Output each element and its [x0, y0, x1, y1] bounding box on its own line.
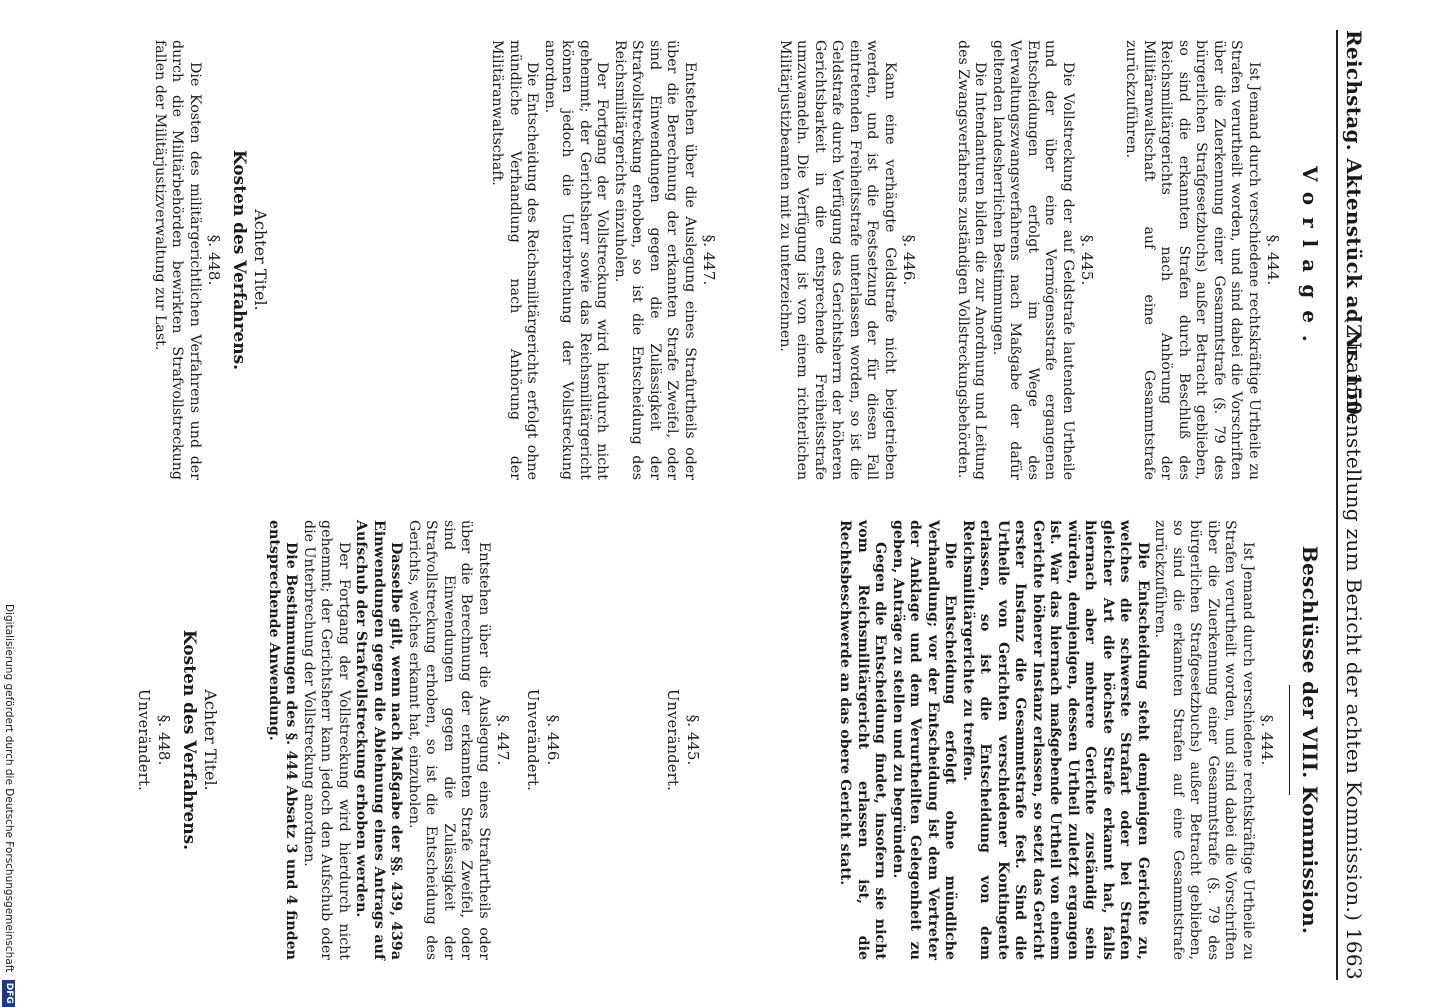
paragraph-number: §. 447. — [494, 714, 512, 766]
paragraph-text: Die Kosten des militärgerichtlichen Verfahrens und der durch die Militärbehörden bewirkten Strafvollstreckung fallen der Militärjustizverwaltung zur Last. — [152, 40, 203, 480]
paragraph-text-amended: Dasselbe gilt, wenn nach Maßgabe der §§. 439, 439a Einwendungen gegen die Ablehnung eines Antrags auf Aufschub der Strafvollstreckung erhoben werden. — [353, 520, 405, 960]
title-name: Kosten des Verfahrens. — [179, 629, 199, 851]
title-eight — [131, 520, 228, 960]
section-444 — [1122, 40, 1288, 480]
paragraph-number: §. 448. — [155, 714, 173, 766]
paragraph-text: Der Fortgang der Vollstreckung wird hierdurch nicht gehemmt; der Gerichtsherr kann jedoch den Aufschub oder die Unterbrechung der Vollstreckung anordnen. — [301, 520, 352, 960]
rotated-document-page — [30, 0, 1380, 1000]
section-446 — [520, 520, 568, 960]
unchanged-note: Unverändert. — [135, 688, 151, 792]
paragraph-text: Ist Jemand durch verschiedene rechtskräftige Urtheile zu Strafen verurtheilt worden, und sind dabei die Vorschriften über die Zuerkennung einer Gesammtstrafe (§. 79 des bürgerlichen Strafgesetzbuchs) außer Betracht geblieben, so sind die erkannten Strafen auf eine Gesammtstrafe zurückzuführen. — [1152, 520, 1256, 960]
header-right: (Zusammenstellung zum Bericht der achten Kommission.) 1663 — [1342, 315, 1366, 980]
paragraph-text-amended: Gegen die Entscheidung findet, insofern sie nicht vom Reichsmilitärgericht erlassen ist, die Rechtsbeschwerde an das obere Gericht statt. — [837, 520, 889, 960]
section-447 — [265, 520, 519, 960]
title-number: Achter Titel. — [251, 209, 270, 311]
header-rule — [1336, 30, 1338, 980]
page-header — [1332, 30, 1372, 980]
paragraph-number: §. 448. — [205, 234, 223, 286]
paragraph-number: §. 444. — [1258, 714, 1276, 766]
title-eight — [151, 40, 279, 480]
paragraph-text: Entstehen über die Auslegung eines Strafurtheils oder über die Berechnung der erkannten Strafe Zweifel, oder sind Einwendungen gegen die Zulässigkeit der Strafvollstreckung erhoben, so ist die Entscheidung des Reichsmilitärgerichts einzuholen. — [612, 40, 698, 480]
column-heading: Vorlage. — [1298, 166, 1322, 354]
paragraph-number: §. 445. — [1078, 234, 1096, 286]
column-beschluesse — [135, 520, 1328, 960]
paragraph-text: Die Intendanturen bilden die zur Anordnung und Leitung des Zwangsverfahrens zuständigen Vollstreckungsbehörden. — [955, 40, 989, 480]
paragraph-text: Der Fortgang der Vollstreckung wird hierdurch nicht gehemmt; der Gerichtsherr sowie das Reichsmilitärgericht können jedoch die Unterbrechung der Vollstreckung anordnen. — [542, 40, 611, 480]
section-445 — [954, 40, 1103, 480]
title-number: Achter Titel. — [201, 689, 220, 791]
footer-text: Digitalisierung gefördert durch die Deutsche Forschungsgemeinschaft — [3, 604, 15, 973]
column-heading: Beschlüsse der VIII. Kommission. — [1298, 545, 1322, 935]
dfg-logo: DFG — [3, 980, 16, 1007]
heading-rule — [1289, 685, 1290, 795]
paragraph-number: §. 444. — [1264, 234, 1282, 286]
paragraph-text: Die Entscheidung des Reichsmilitärgerichts erfolgt ohne mündliche Verhandlung nach Anhörung der Militäranwaltschaft. — [489, 40, 541, 480]
paragraph-text-amended: Die Entscheidung erfolgt ohne mündliche Verhandlung; vor der Entscheidung ist dem Vertreter der Anklage und dem Verurtheilten Gelegenheit zu geben, Anträge zu stellen und zu begründen. — [890, 520, 959, 960]
paragraph-number: §. 446. — [900, 234, 918, 286]
paragraph-text-amended: Die Bestimmungen des §. 444 Absatz 3 und 4 finden entsprechende Anwendung. — [266, 520, 300, 960]
section-445 — [660, 520, 708, 960]
header-left: Reichstag. Aktenstück ad Nr. 150. — [1342, 30, 1366, 423]
unchanged-note: Unverändert. — [664, 688, 680, 792]
paragraph-text: Kann eine verhängte Geldstrafe nicht beigetrieben werden, und ist die Festsetzung der für diesen Fall eintretenden Freiheitsstrafe unterlassen worden, so ist die Geldstrafe durch Verfügung des Gerichtsherrn der höheren Gerichtsbarkeit in die entsprechende Freiheitsstrafe umzuwandeln. Die Verfügung ist von einem richterlichen Militärjustizbeamten mit zu unterzeichnen. — [777, 40, 898, 480]
paragraph-number: §. 445. — [684, 714, 702, 766]
paragraph-text-amended: Die Entscheidung steht demjenigen Gerichte zu, welches die schwerste Strafart oder bei Strafen gleicher Art die höchste Strafe erkannt hat, falls hiernach aber mehrere Gerichte zuständig sein würden, demjenigen, dessen Urtheil zuletzt ergangen ist. War das hiernach maßgebende Urtheil von einem Gerichte höherer Instanz erlassen, so setzt das Gericht erster Instanz die Gesammtstrafe fest. Sind die Urtheile von Gerichten verschiedener Kontingente erlassen, so ist die Entscheidung von dem Reichsmilitärgerichte zu treffen. — [960, 520, 1151, 960]
paragraph-number: §. 447. — [700, 234, 718, 286]
paragraph-text: Ist Jemand durch verschiedene rechtskräftige Urtheile zu Strafen verurtheilt worden, und sind dabei die Vorschriften über die Zuerkennung einer Gesammtstrafe (§. 79 des bürgerlichen Strafgesetzbuchs) außer Betracht geblieben, so sind die erkannten Strafen durch Beschluß des Reichsmilitärgerichts nach Anhörung der Militäranwaltschaft auf eine Gesammtstrafe zurückzuführen. — [1123, 40, 1262, 480]
section-446 — [776, 40, 925, 480]
paragraph-text: Die Vollstreckung der auf Geldstrafe lautenden Urtheile und der über eine Vermögensstrafe ergangenen Entscheidungen erfolgt im Wege des Verwaltungszwangsverfahrens nach Maßgabe der dafür geltenden landesherrlichen Bestimmungen. — [990, 40, 1076, 480]
section-447 — [488, 40, 724, 480]
paragraph-text: Entstehen über die Auslegung eines Strafurtheils oder über die Berechnung der erkannten Strafe Zweifel, oder sind Einwendungen gegen die Zulässigkeit der Strafvollstreckung erhoben, so ist die Entscheidung des Gerichts, welches erkannt hat, einzuholen. — [406, 520, 492, 960]
digitization-footer — [0, 604, 18, 1004]
paragraph-number: §. 446. — [544, 714, 562, 766]
section-444 — [836, 520, 1282, 960]
title-name: Kosten des Verfahrens. — [229, 149, 249, 371]
unchanged-note: Unverändert. — [524, 688, 540, 792]
column-vorlage — [152, 40, 1328, 480]
